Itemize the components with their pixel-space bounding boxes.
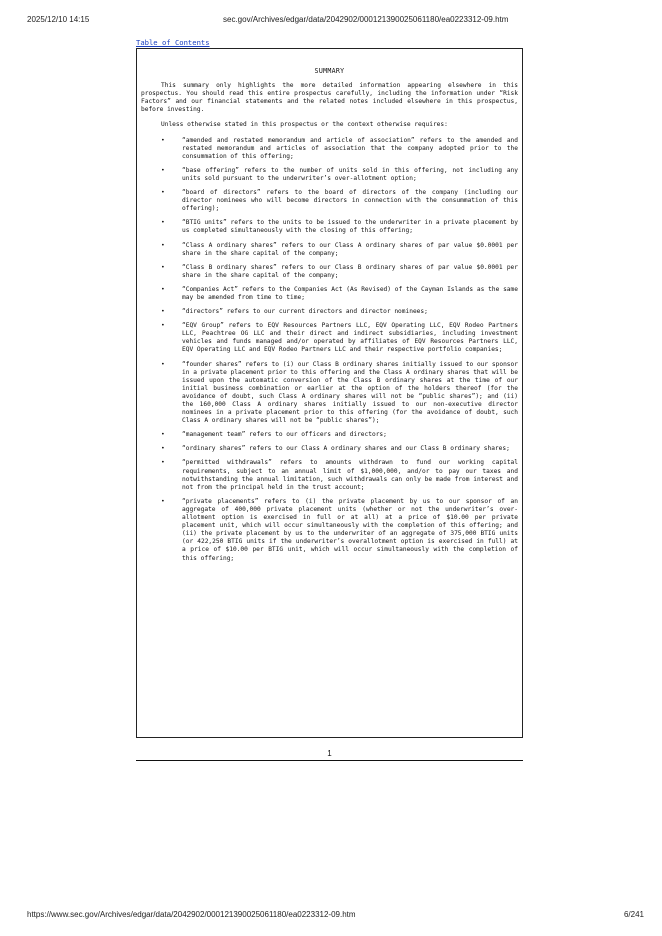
print-datetime: 2025/12/10 14:15: [27, 15, 90, 24]
definition-text: “directors” refers to our current directors and director nominees;: [182, 308, 428, 316]
definitions-list: [141, 137, 518, 563]
bullet-icon: •: [161, 189, 165, 197]
bullet-icon: •: [161, 285, 165, 293]
definition-text: “ordinary shares” refers to our Class A ordinary shares and our Class B ordinary shares;: [182, 445, 510, 453]
definition-text: “Companies Act” refers to the Companies Act (As Revised) of the Cayman Islands as the same may be amended from time to time;: [182, 285, 518, 301]
bullet-icon: •: [161, 322, 165, 330]
definition-text: “permitted withdrawals” refers to amounts withdrawn to fund our working capital requirements, subject to an annual limit of $1,000,000, and/or to pay our taxes and notwithstanding the annual limitation, such withdrawals can only be made from interest and not from the principal held in the trust account;: [182, 459, 518, 491]
definition-text: “base offering” refers to the number of units sold in this offering, not including any units sold pursuant to the underwriter’s over-allotment option;: [182, 166, 518, 182]
definition-item: [141, 459, 518, 491]
definition-item: [141, 137, 518, 161]
print-header: [27, 15, 644, 27]
bullet-icon: •: [161, 263, 165, 271]
bullet-icon: •: [161, 136, 165, 144]
table-of-contents-link[interactable]: Table of Contents: [136, 38, 210, 47]
print-footer: [27, 910, 644, 922]
definition-text: “Class A ordinary shares” refers to our Class A ordinary shares of par value $0.0001 per share in the share capital of the company;: [182, 241, 518, 257]
print-header-url: sec.gov/Archives/edgar/data/2042902/000121390025061180/ea0223312-09.htm: [223, 15, 509, 24]
definition-item: [141, 431, 518, 439]
definition-item: [141, 242, 518, 258]
definition-text: “Class B ordinary shares” refers to our Class B ordinary shares of par value $0.0001 per share in the share capital of the company;: [182, 263, 518, 279]
page-divider: [136, 760, 523, 761]
definition-text: “management team” refers to our officers and directors;: [182, 431, 387, 439]
bullet-icon: •: [161, 308, 165, 316]
bullet-icon: •: [161, 360, 165, 368]
definition-text: “EQV Group” refers to EQV Resources Partners LLC, EQV Operating LLC, EQV Rodeo Partners LLC, Peachtree OG LLC and their direct and indirect subsidiaries, including investment vehicles and funds managed and/or operated by affiliates of EQV Resources Partners LLC, EQV Operating LLC and EQV Rodeo Partners LLC and their respective portfolio companies;: [182, 322, 518, 354]
bullet-icon: •: [161, 497, 165, 505]
definition-text: “founder shares” refers to (i) our Class B ordinary shares initially issued to our sponsor in a private placement prior to this offering and the Class A ordinary shares that will be issued upon the automatic conversion of the Class B ordinary shares at the time of our initial business combination or earlier at the option of the holders thereof (for the avoidance of doubt, such Class A ordinary shares will not be “public shares”); and (ii) the 160,000 Class A ordinary shares initially issued to our non-executive director nominees in a private placement prior to this offering (for the avoidance of doubt, such Class A ordinary shares will not be “public shares”);: [182, 360, 518, 425]
definition-item: [141, 498, 518, 563]
page-number: 1: [327, 749, 332, 758]
definition-item: [141, 308, 518, 316]
definition-item: [141, 167, 518, 183]
definition-item: [141, 286, 518, 302]
definition-text: “private placements” refers to (i) the private placement by us to our sponsor of an aggregate of 400,000 private placement units (whether or not the underwriter’s over-allotment option is exercised in full or at all) at a price of $10.00 per private placement unit, which will occur simultaneously with the completion of this offering; and (ii) the private placement by us to the underwriter of an aggregate of 375,000 BTIG units (or 422,250 BTIG units if the underwriter’s overallotment option is exercised in full) at a price of $10.00 per BTIG unit, which will occur simultaneously with the completion of this offering;: [182, 497, 518, 562]
section-title: SUMMARY: [314, 67, 345, 75]
definition-text: “board of directors” refers to the board of directors of the company (including our director nominees who will become directors in connection with the consummation of this offering);: [182, 189, 518, 213]
intro-paragraph: This summary only highlights the more detailed information appearing elsewhere in this prospectus. You should read this entire prospectus carefully, including the information under “Risk Factors” and our financial statements and the related notes included elsewhere in this prospectus, before investing.: [141, 82, 518, 114]
print-footer-url: https://www.sec.gov/Archives/edgar/data/2042902/000121390025061180/ea0223312-09.htm: [27, 910, 356, 919]
definition-item: [141, 322, 518, 354]
definition-item: [141, 445, 518, 453]
bullet-icon: •: [161, 445, 165, 453]
definition-item: [141, 189, 518, 213]
definition-item: [141, 264, 518, 280]
definition-text: “BTIG units” refers to the units to be issued to the underwriter in a private placement by us completed simultaneously with the closing of this offering;: [182, 219, 518, 235]
context-paragraph: Unless otherwise stated in this prospectus or the context otherwise requires:: [161, 121, 448, 129]
definition-text: “amended and restated memorandum and article of association” refers to the amended and restated memorandum and articles of association that the company adopted prior to the consummation of this offering;: [182, 136, 518, 160]
definition-item: [141, 219, 518, 235]
bullet-icon: •: [161, 241, 165, 249]
bullet-icon: •: [161, 459, 165, 467]
definition-item: [141, 361, 518, 426]
bullet-icon: •: [161, 219, 165, 227]
bullet-icon: •: [161, 431, 165, 439]
summary-section: [136, 48, 523, 738]
print-page-count: 6/241: [623, 910, 644, 919]
bullet-icon: •: [161, 166, 165, 174]
